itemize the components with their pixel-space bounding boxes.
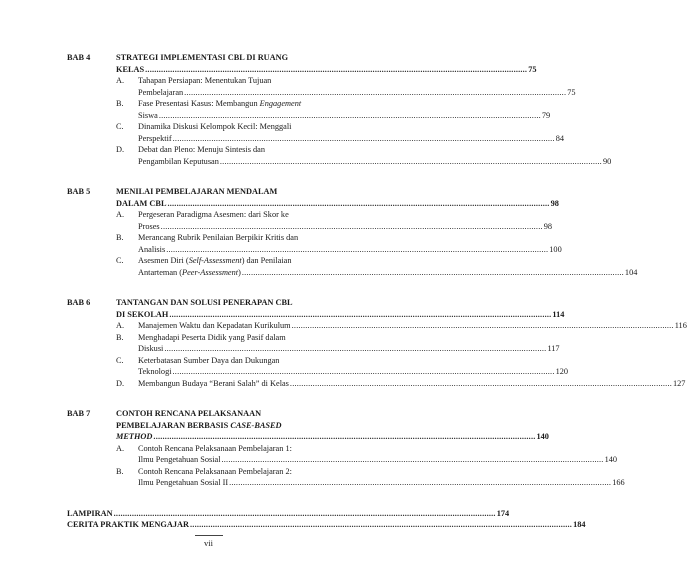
- cerita-page: 184: [573, 520, 586, 529]
- entry-title: Menghadapi Peserta Didik yang Pasif dalam: [138, 332, 286, 342]
- chapter-6-title-line2: DI SEKOLAH: [116, 309, 169, 319]
- dot-leader: [169, 309, 551, 321]
- chapter-5-page: 98: [550, 198, 559, 208]
- toc-entry-4c: [67, 121, 350, 133]
- toc-entry-5b-cont: [67, 244, 562, 256]
- dot-leader: [229, 477, 611, 489]
- dot-leader: [292, 320, 674, 332]
- toc-entry-7b: [67, 466, 350, 478]
- chapter-4-title-line2: KELAS: [116, 64, 145, 74]
- entry-page: 104: [624, 267, 638, 277]
- toc-entry-4a-cont: [67, 87, 576, 99]
- chapter-7-label: BAB 7: [67, 409, 91, 418]
- entry-title: Manajemen Waktu dan Kepadatan Kurikulum: [138, 321, 291, 330]
- chapter-7-title-italic: CASE-BASED: [230, 420, 282, 430]
- entry-title-italic: Peer-Assessment: [182, 267, 239, 277]
- entry-letter: B.: [116, 233, 124, 242]
- dot-leader: [290, 378, 672, 390]
- entry-letter: C.: [116, 256, 124, 265]
- chapter-5-label: BAB 5: [67, 187, 91, 196]
- entry-letter: C.: [116, 122, 124, 131]
- entry-page: 140: [604, 455, 618, 464]
- entry-letter: A.: [116, 76, 125, 85]
- chapter-6-heading: [67, 297, 350, 309]
- entry-title: Tahapan Persiapan: Menentukan Tujuan: [138, 76, 272, 85]
- entry-title-part: ): [238, 267, 241, 277]
- entry-title: Contoh Rencana Pelaksanaan Pembelajaran 2:: [138, 466, 292, 476]
- chapter-7-title-part: PEMBELAJARAN BERBASIS: [116, 420, 231, 430]
- dot-leader: [159, 110, 541, 122]
- entry-title-part: Antarteman (: [138, 267, 183, 277]
- toc-entry-5b: [67, 232, 350, 244]
- entry-title-cont: Ilmu Pengetahuan Sosial: [138, 455, 221, 464]
- entry-title: Merancang Rubrik Penilaian Berpikir Kritis dan: [138, 233, 299, 242]
- dot-leader: [114, 508, 496, 520]
- toc-entry-6d: [67, 378, 686, 390]
- entry-letter: C.: [116, 355, 124, 365]
- toc-entry-4d-cont: [67, 156, 612, 168]
- dot-leader: [167, 198, 549, 210]
- chapter-7-title-line3: METHOD: [116, 432, 153, 441]
- dot-leader: [242, 267, 624, 279]
- toc-entry-4c-cont: [67, 133, 565, 145]
- chapter-5-title-line2: DALAM CBL: [116, 198, 167, 208]
- chapter-4-label: BAB 4: [67, 53, 91, 62]
- entry-title-cont: Perspektif: [138, 133, 172, 143]
- entry-title-part: ) dan Penilaian: [241, 256, 292, 265]
- chapter-4-title-line1: STRATEGI IMPLEMENTASI CBL DI RUANG: [116, 53, 289, 62]
- entry-page: 84: [555, 133, 565, 143]
- toc-entry-4b: [67, 98, 350, 110]
- entry-page: 79: [541, 110, 551, 120]
- toc-entry-cerita: [67, 519, 586, 531]
- chapter-6-label: BAB 6: [67, 298, 91, 307]
- toc-entry-4d: [67, 144, 350, 156]
- chapter-6-title-line1: TANTANGAN DAN SOLUSI PENERAPAN CBL: [116, 298, 293, 307]
- entry-page: 90: [602, 156, 612, 166]
- entry-page: 100: [549, 244, 562, 254]
- entry-page: 127: [673, 378, 686, 388]
- entry-title: Membangun Budaya “Berani Salah” di Kelas: [138, 378, 289, 388]
- page-number: vii: [204, 538, 213, 548]
- dot-leader: [145, 64, 527, 76]
- chapter-7-heading: [67, 408, 350, 420]
- entry-page: 117: [547, 344, 560, 353]
- entry-page: 75: [567, 87, 576, 97]
- chapter-4-heading: [67, 52, 350, 64]
- entry-letter: D.: [116, 378, 125, 388]
- chapter-7-heading-cont2: [67, 431, 549, 443]
- dot-leader: [190, 519, 572, 531]
- entry-letter: B.: [116, 466, 124, 476]
- entry-title: [138, 255, 291, 267]
- toc-entry-6c: [67, 355, 350, 367]
- dot-leader: [164, 343, 546, 355]
- dot-leader: [166, 244, 548, 256]
- toc-entry-6c-cont: [67, 366, 569, 378]
- entry-title-cont: Pengambilan Keputusan: [138, 156, 219, 166]
- toc-entry-4a: [67, 75, 350, 87]
- entry-title-cont: Pembelajaran: [138, 87, 184, 97]
- entry-title-italic: Self-Assessment: [188, 256, 242, 265]
- cerita-title: CERITA PRAKTIK MENGAJAR: [67, 520, 190, 529]
- dot-leader: [173, 133, 555, 145]
- lampiran-page: 174: [496, 508, 510, 518]
- lampiran-title: LAMPIRAN: [67, 508, 113, 518]
- dot-leader: [161, 221, 543, 233]
- toc-entry-lampiran: [67, 508, 510, 520]
- entry-page: 116: [674, 321, 687, 330]
- entry-title-italic: Engagement: [259, 99, 302, 108]
- entry-letter: B.: [116, 99, 124, 108]
- dot-leader: [222, 454, 604, 466]
- entry-letter: D.: [116, 145, 125, 154]
- entry-title: [138, 98, 301, 110]
- toc-entry-5c: [67, 255, 350, 267]
- entry-title-part: Asesmen Diri (: [138, 256, 189, 265]
- dot-leader: [153, 431, 535, 443]
- chapter-4-heading-cont: [67, 64, 537, 76]
- toc-entry-5c-cont: [67, 267, 638, 279]
- chapter-6-page: 114: [552, 309, 565, 319]
- toc-entry-6a: [67, 320, 687, 332]
- dot-leader: [173, 366, 555, 378]
- toc-entry-6b-cont: [67, 343, 560, 355]
- entry-page: 120: [555, 367, 569, 376]
- chapter-6-heading-cont: [67, 309, 565, 321]
- entry-letter: A.: [116, 321, 125, 330]
- chapter-7-title-line1: CONTOH RENCANA PELAKSANAAN: [116, 409, 262, 418]
- entry-title: Keterbatasan Sumber Daya dan Dukungan: [138, 355, 280, 365]
- chapter-5-title-line1: MENILAI PEMBELAJARAN MENDALAM: [116, 187, 278, 196]
- chapter-7-title-line2: [116, 420, 282, 432]
- entry-title-cont: Proses: [138, 221, 160, 231]
- entry-letter: A.: [116, 210, 125, 219]
- entry-page: 98: [543, 221, 553, 231]
- entry-title: Contoh Rencana Pelaksanaan Pembelajaran 1:: [138, 443, 292, 453]
- dot-leader: [220, 156, 602, 168]
- toc-entry-7b-cont: [67, 477, 625, 489]
- entry-title-cont: Analisis: [138, 244, 166, 254]
- entry-title-cont: Siswa: [138, 110, 158, 120]
- toc-entry-5a: [67, 209, 350, 221]
- table-of-contents: [67, 52, 687, 531]
- entry-title-cont: [138, 267, 241, 279]
- entry-title: Pergeseran Paradigma Asesmen: dari Skor ke: [138, 210, 289, 219]
- toc-entry-7a: [67, 443, 350, 455]
- entry-page: 166: [612, 478, 625, 487]
- toc-entry-5a-cont: [67, 221, 553, 233]
- toc-entry-4b-cont: [67, 110, 551, 122]
- entry-title: Dinamika Diskusi Kelompok Kecil: Menggali: [138, 122, 292, 131]
- chapter-7-page: 140: [536, 432, 549, 441]
- dot-leader: [184, 87, 566, 99]
- chapter-5-heading: [67, 186, 350, 198]
- chapter-4-page: 75: [528, 64, 537, 74]
- chapter-7-heading-cont: [67, 420, 350, 432]
- entry-title-cont: Ilmu Pengetahuan Sosial II: [138, 478, 229, 487]
- toc-entry-7a-cont: [67, 454, 618, 466]
- entry-title-cont: Diskusi: [138, 344, 164, 353]
- entry-title-cont: Teknologi: [138, 367, 172, 376]
- entry-title: Debat dan Pleno: Menuju Sintesis dan: [138, 145, 265, 154]
- toc-entry-6b: [67, 332, 350, 344]
- footer-rule: [195, 535, 223, 536]
- entry-letter: A.: [116, 443, 125, 453]
- entry-title-part: Fase Presentasi Kasus: Membangun: [138, 99, 260, 108]
- entry-letter: B.: [116, 332, 124, 342]
- chapter-5-heading-cont: [67, 198, 559, 210]
